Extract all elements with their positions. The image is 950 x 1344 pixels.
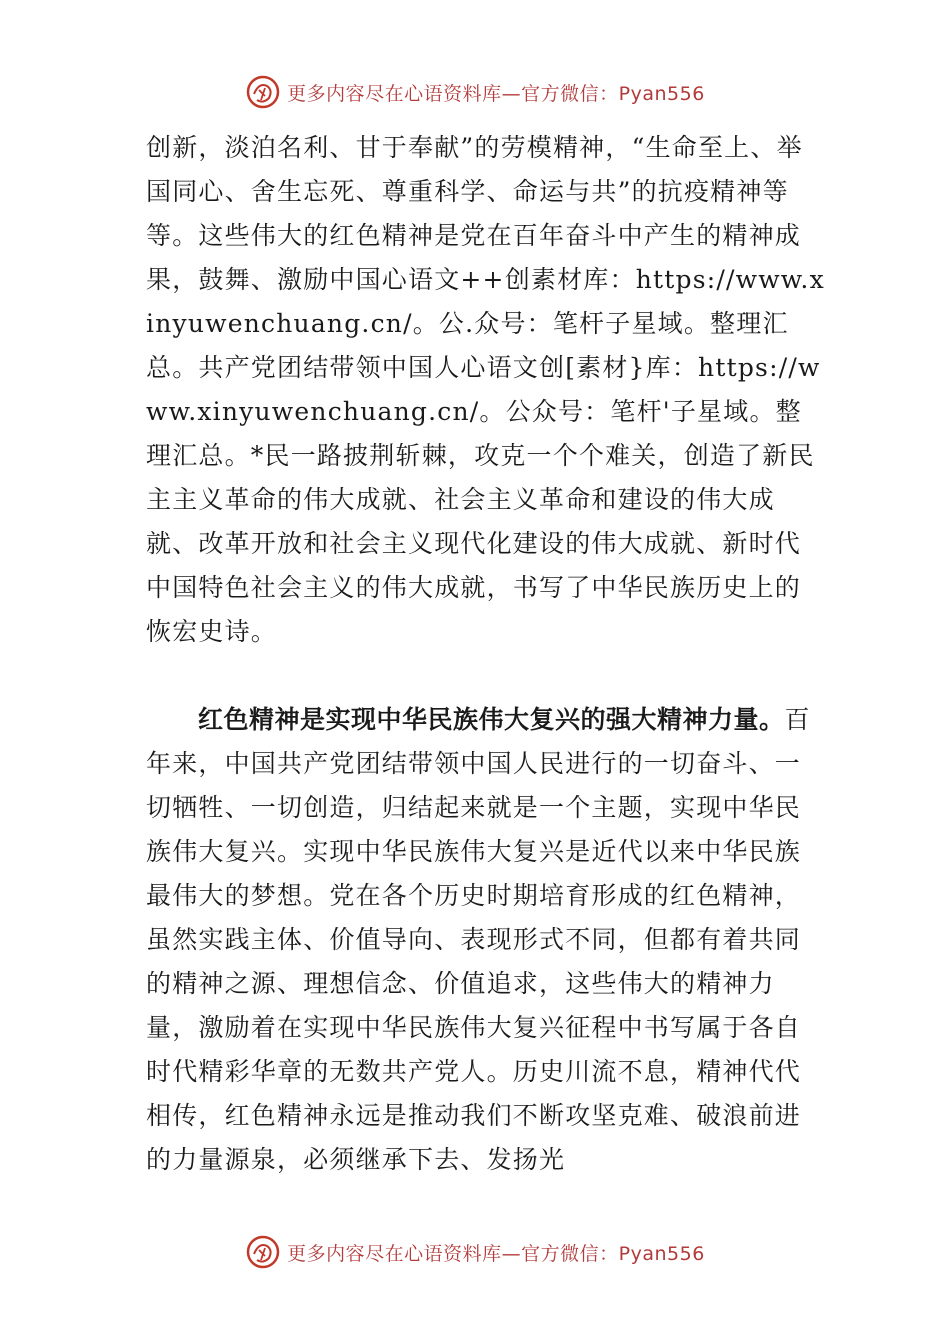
paragraph-2-body: 百年来，中国共产党团结带领中国人民进行的一切奋斗、一切牺牲、一切创造，归结起来就是一个主题，实现中华民族伟大复兴。实现中华民族伟大复兴是近代以来中华民族最伟大的梦想。党在各个历史时期培育形成的红色精神，虽然实践主体、价值导向、表现形式不同，但都有着共同的精神之源、理想信念、价值追求，这些伟大的精神力量，激励着在实现中华民族伟大复兴征程中书写属于各自时代精彩华章的无数共产党人。历史川流不息，精神代代相传，红色精神永远是推动我们不断攻坚克难、破浪前进的力量源泉，必须继承下去、发扬光 [146,705,811,1174]
document-body [146,126,826,1182]
footer-banner [0,1232,950,1272]
brand-seal-icon [245,1234,281,1270]
paragraph-1: 创新，淡泊名利、甘于奉献”的劳模精神，“生命至上、举国同心、舍生忘死、尊重科学、命运与共”的抗疫精神等等。这些伟大的红色精神是党在百年奋斗中产生的精神成果，鼓舞、激励中国心语文++创素材库：https://www.xinyuwenchuang.cn/。公.众号：笔杆子星域。整理汇总。共产党团结带领中国人心语文创[素材}库：https://www.xinyuwenchuang.cn/。公众号：笔杆'子星域。整理汇总。*民一路披荆斩棘，攻克一个个难关，创造了新民主主义革命的伟大成就、社会主义革命和建设的伟大成就、改革开放和社会主义现代化建设的伟大成就、新时代中国特色社会主义的伟大成就，书写了中华民族历史上的恢宏史诗。 [146,133,825,646]
brand-seal-icon [245,74,281,110]
paragraph-2 [146,698,826,1182]
header-banner [0,72,950,112]
footer-banner-text: 更多内容尽在心语资料库—官方微信：Pyan556 [287,1242,705,1265]
paragraph-2-lead: 红色精神是实现中华民族伟大复兴的强大精神力量。 [198,705,785,734]
header-banner-text: 更多内容尽在心语资料库—官方微信：Pyan556 [287,82,705,105]
